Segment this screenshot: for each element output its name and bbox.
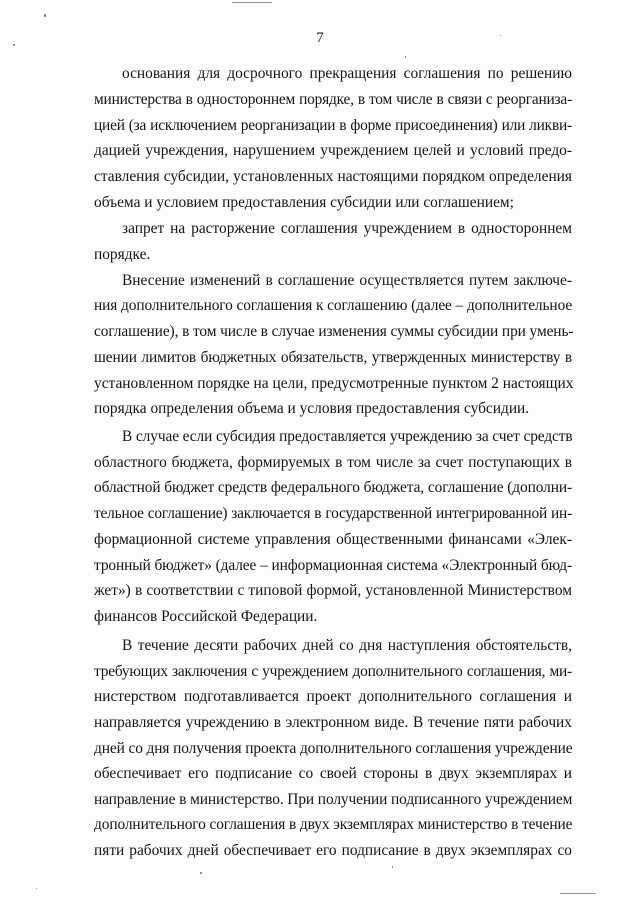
text-line: ния дополнительного соглашения к соглашению (далее – дополнительное [94, 297, 573, 314]
scan-mark [232, 2, 272, 3]
scan-speck [405, 56, 406, 58]
text-line: ставления субсидии, установленных настоящими порядком определения [94, 168, 572, 185]
text-line: порядке. [94, 246, 151, 263]
scan-speck [36, 888, 37, 889]
text-line: соглашение), в том числе в случае изменения суммы субсидии при умень- [94, 323, 574, 340]
text-line: установленном порядке на цели, предусмотренные пунктом 2 настоящих [94, 375, 574, 392]
scan-speck [44, 14, 46, 17]
text-line: порядка определения объема и условия предоставления субсидии. [94, 400, 530, 417]
text-line: В случае если субсидия предоставляется учреждению за счет средств [122, 428, 573, 445]
text-line: основания для досрочного прекращения соглашения по решению [122, 65, 572, 82]
page-number: 7 [316, 30, 324, 46]
text-line: требующих заключения с учреждением дополнительного соглашения, ми- [94, 663, 572, 680]
text-line: пяти рабочих дней обеспечивает его подписание в двух экземплярах со [94, 842, 572, 859]
text-line: областного бюджета, формируемых в том числе за счет поступающих в [94, 454, 572, 471]
text-line: дней со дня получения проекта дополнительного соглашения учреждение [94, 740, 573, 757]
text-line: дацией учреждения, нарушением учреждением целей и условий предо- [94, 142, 572, 159]
text-line: В течение десяти рабочих дней со дня наступления обстоятельств, [122, 637, 572, 654]
text-line: направление в министерство. При получении подписанного учреждением [94, 791, 573, 808]
text-line: Внесение изменений в соглашение осуществляется путем заключе- [122, 272, 572, 289]
scan-mark [560, 893, 596, 894]
text-line: цией (за исключением реорганизации в форме присоединения) или ликви- [94, 117, 572, 134]
text-line: министерства в одностороннем порядке, в том числе в связи с реорганиза- [94, 91, 572, 108]
text-line: финансов Российской Федерации. [94, 608, 318, 625]
text-line: тельное соглашение) заключается в государственной интегрированной ин- [94, 505, 572, 522]
text-line: тронный бюджет» (далее – информационная система «Электронный бюд- [94, 557, 572, 574]
text-line: запрет на расторжение соглашения учреждением в одностороннем [122, 220, 572, 237]
text-line: областной бюджет средств федерального бюджета, соглашение (дополни- [94, 479, 572, 496]
text-line: направляется учреждению в электронном виде. В течение пяти рабочих [94, 714, 572, 731]
scan-speck [392, 866, 393, 868]
text-line: нистерством подготавливается проект дополнительного соглашения и [94, 688, 572, 705]
scan-speck [200, 872, 202, 874]
text-line: объема и условием предоставления субсидии или соглашением; [94, 194, 514, 211]
text-line: формационной системе управления общественными финансами «Элек- [94, 531, 572, 548]
text-line: жет») в соответствии с типовой формой, установленной Министерством [94, 582, 572, 599]
text-line: обеспечивает его подписание со своей стороны в двух экземплярах и [94, 765, 572, 782]
text-line: дополнительного соглашения в двух экземплярах министерство в течение [94, 816, 573, 833]
text-line: шении лимитов бюджетных обязательств, утвержденных министерству в [94, 349, 572, 366]
